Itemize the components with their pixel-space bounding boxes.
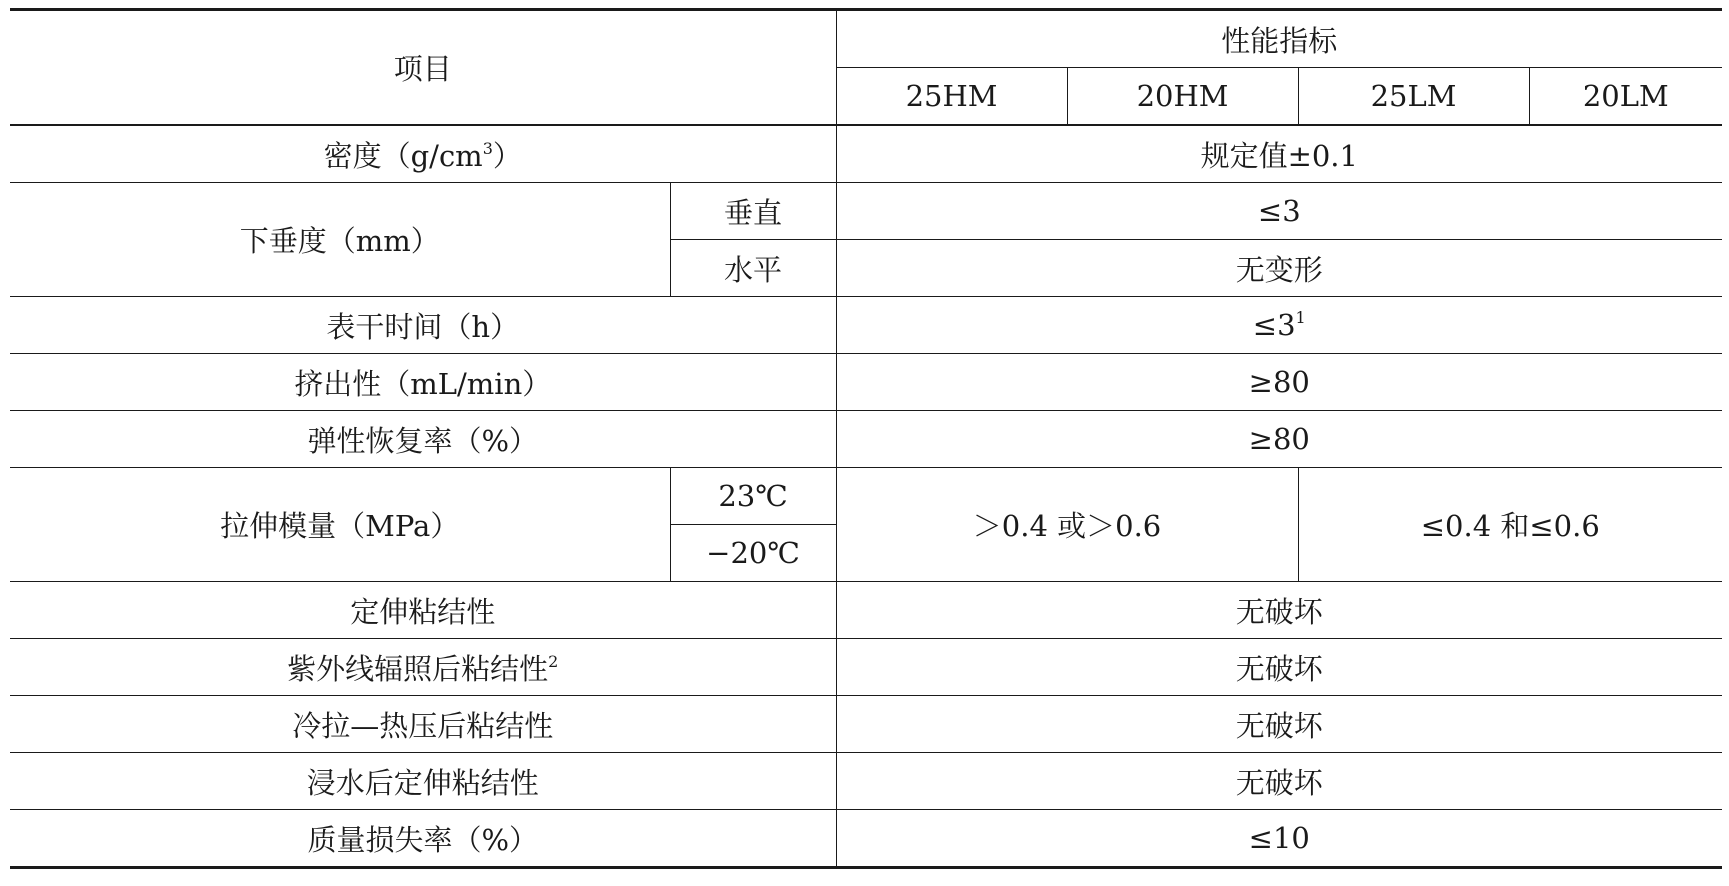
tack-free-value: $\le 3^1$ bbox=[836, 297, 1722, 354]
cold-hot-adhesion-value: 无破坏 bbox=[836, 696, 1722, 753]
sag-horizontal-label: 水平 bbox=[670, 240, 836, 297]
row-fixed-extension bbox=[10, 582, 1722, 639]
grade-25hm: 25HM bbox=[836, 68, 1067, 126]
sag-label: 下垂度（mm） bbox=[10, 183, 670, 297]
spec-table bbox=[10, 8, 1722, 869]
row-cold-hot-adhesion bbox=[10, 696, 1722, 753]
mass-loss-label: 质量损失率（%） bbox=[10, 810, 836, 868]
row-water-immersion bbox=[10, 753, 1722, 810]
row-uv-adhesion bbox=[10, 639, 1722, 696]
tensile-h-value: ＞0.4 或＞0.6 bbox=[836, 468, 1298, 582]
elastic-recovery-value: ≥80 bbox=[836, 411, 1722, 468]
row-mass-loss bbox=[10, 810, 1722, 868]
elastic-recovery-label: 弹性恢复率（%） bbox=[10, 411, 836, 468]
sag-vertical-value: ≤3 bbox=[836, 183, 1722, 240]
cold-hot-adhesion-label: 冷拉—热压后粘结性 bbox=[10, 696, 836, 753]
tensile-temp-23: 23℃ bbox=[670, 468, 836, 525]
header-item-cell: 项目 bbox=[10, 10, 836, 126]
row-elastic-recovery bbox=[10, 411, 1722, 468]
header-row-1 bbox=[10, 10, 1722, 68]
extrudability-label: 挤出性（mL/min） bbox=[10, 354, 836, 411]
fixed-extension-label: 定伸粘结性 bbox=[10, 582, 836, 639]
tensile-l-value: ≤0.4 和≤0.6 bbox=[1298, 468, 1722, 582]
uv-adhesion-label: 紫外线辐照后粘结性$^2$ bbox=[10, 639, 836, 696]
row-tack-free bbox=[10, 297, 1722, 354]
mass-loss-value: ≤10 bbox=[836, 810, 1722, 868]
sag-horizontal-value: 无变形 bbox=[836, 240, 1722, 297]
water-immersion-label: 浸水后定伸粘结性 bbox=[10, 753, 836, 810]
grade-20lm: 20LM bbox=[1529, 68, 1722, 126]
spec-table-container bbox=[10, 8, 1722, 869]
water-immersion-value: 无破坏 bbox=[836, 753, 1722, 810]
header-performance-cell: 性能指标 bbox=[836, 10, 1722, 68]
row-density bbox=[10, 125, 1722, 183]
extrudability-value: ≥80 bbox=[836, 354, 1722, 411]
row-tensile-23 bbox=[10, 468, 1722, 525]
tack-free-label: 表干时间（h） bbox=[10, 297, 836, 354]
fixed-extension-value: 无破坏 bbox=[836, 582, 1722, 639]
tensile-temp-minus20: −20℃ bbox=[670, 525, 836, 582]
sag-vertical-label: 垂直 bbox=[670, 183, 836, 240]
uv-adhesion-value: 无破坏 bbox=[836, 639, 1722, 696]
row-extrudability bbox=[10, 354, 1722, 411]
density-label: 密度$(g/cm^3)$ bbox=[10, 125, 836, 183]
grade-25lm: 25LM bbox=[1298, 68, 1529, 126]
density-value: 规定值±0.1 bbox=[836, 125, 1722, 183]
tensile-modulus-label: 拉伸模量（MPa） bbox=[10, 468, 670, 582]
row-sag-vertical bbox=[10, 183, 1722, 240]
grade-20hm: 20HM bbox=[1067, 68, 1298, 126]
